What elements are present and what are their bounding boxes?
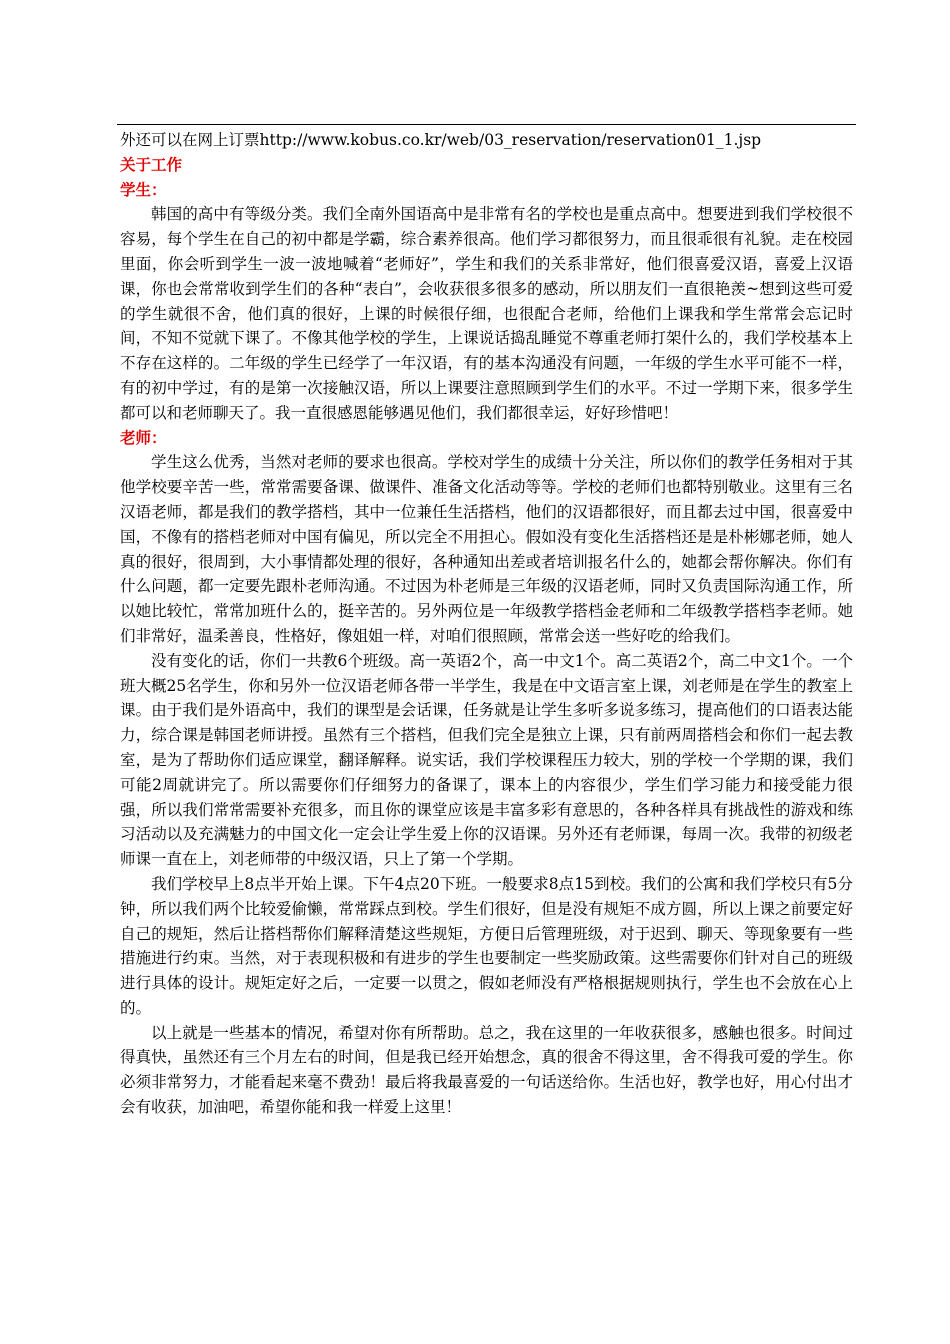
teachers-paragraph-3: 我们学校早上8点半开始上课。下午4点20下班。一般要求8点15到校。我们的公寓和我们学校只有5分钟，所以我们两个比较爱偷懒，常常踩点到校。学生们很好，但是没有规矩不成方圆，所以上课之前要定好自己的规矩，然后让搭档帮你们解释清楚这些规矩，方便日后管理班级，对于迟到、聊天、等现象要有一些措施进行约束。当然，对于表现积极和有进步的学生也要制定一些奖励政策。这些需要你们针对自己的班级进行具体的设计。规矩定好之后，一定要一以贯之，假如老师没有严格根据规则执行，学生也不会放在心上的。 [120,874,853,1017]
header-rule [117,124,856,125]
intro-line: 外还可以在网上订票http://www.kobus.co.kr/web/03_reservation/reservation01_1.jsp [120,131,762,149]
teachers-paragraph-1: 学生这么优秀，当然对老师的要求也很高。学校对学生的成绩十分关注，所以你们的教学任务相对于其他学校要辛苦一些，常常需要备课、做课件、准备文化活动等等。学校的老师们也都特别敬业。这里有三名汉语老师，都是我们的教学搭档，其中一位兼任生活搭档，他们的汉语都很好，而且都去过中国，很喜爱中国，不像有的搭档老师对中国有偏见，所以完全不用担心。假如没有变化生活搭档还是是朴彬娜老师，她人真的很好，很周到，大小事情都处理的很好，各种通知出差或者培训报名什么的，她都会帮你解决。你们有什么问题，都一定要先跟朴老师沟通。不过因为朴老师是三年级的汉语老师，同时又负责国际沟通工作，所以她比较忙，常常加班什么的，挺辛苦的。另外两位是一年级教学搭档金老师和二年级教学搭档李老师。她们非常好，温柔善良，性格好，像姐姐一样，对咱们很照顾，常常会送一些好吃的给我们。 [120,453,853,645]
section-heading: 关于工作 [120,154,183,174]
students-heading: 学生： [120,179,167,199]
students-paragraph: 韩国的高中有等级分类。我们全南外国语高中是非常有名的学校也是重点高中。想要进到我们学校很不容易，每个学生在自己的初中都是学霸，综合素养很高。他们学习都很努力，而且很乖很有礼貌。走在校园里面，你会听到学生一波一波地喊着“老师好”，学生和我们的关系非常好，他们很喜爱汉语，喜爱上汉语课，你也会常常收到学生们的各种“表白”，会收获很多很多的感动，所以朋友们一直很艳羡~想到这些可爱的学生就很不舍，他们真的很好，上课的时候很仔细，也很配合老师，给他们上课我和学生常常会忘记时间，不知不觉就下课了。不像其他学校的学生，上课说话捣乱睡觉不尊重老师打架什么的，我们学校基本上不存在这样的。二年级的学生已经学了一年汉语，有的基本沟通没有问题，一年级的学生水平可能不一样，有的初中学过，有的是第一次接触汉语，所以上课要注意照顾到学生们的水平。不过一学期下来，很多学生都可以和老师聊天了。我一直很感恩能够遇见他们，我们都很幸运，好好珍惜吧！ [120,205,853,422]
document-body [120,128,853,1120]
teachers-heading: 老师： [120,427,167,447]
teachers-paragraph-2: 没有变化的话，你们一共教6个班级。高一英语2个，高一中文1个。高二英语2个，高二中文1个。一个班大概25名学生，你和另外一位汉语老师各带一半学生，我是在中文语言室上课，刘老师是在学生的教室上课。由于我们是外语高中，我们的课型是会话课，任务就是让学生多听多说多练习，提高他们的口语表达能力，综合课是韩国老师讲授。虽然有三个搭档，但我们完全是独立上课，只有前两周搭档会和你们一起去教室，是为了帮助你们适应课堂，翻译解释。说实话，我们学校课程压力较大，别的学校一个学期的课，我们可能2周就讲完了。所以需要你们仔细努力的备课了，课本上的内容很少，学生们学习能力和接受能力很强，所以我们常常需要补充很多，而且你的课堂应该是丰富多彩有意思的，各种各样具有挑战性的游戏和练习活动以及充满魅力的中国文化一定会让学生爱上你的汉语课。另外还有老师课，每周一次。我带的初级老师课一直在上，刘老师带的中级汉语，只上了第一个学期。 [120,651,853,869]
teachers-paragraph-4: 以上就是一些基本的情况，希望对你有所帮助。总之，我在这里的一年收获很多，感触也很多。时间过得真快，虽然还有三个月左右的时间，但是我已经开始想念，真的很舍不得这里，舍不得我可爱的学生。你必须非常努力，才能看起来毫不费劲！最后将我最喜爱的一句话送给你。生活也好，教学也好，用心付出才会有收获，加油吧，希望你能和我一样爱上这里！ [120,1023,853,1117]
